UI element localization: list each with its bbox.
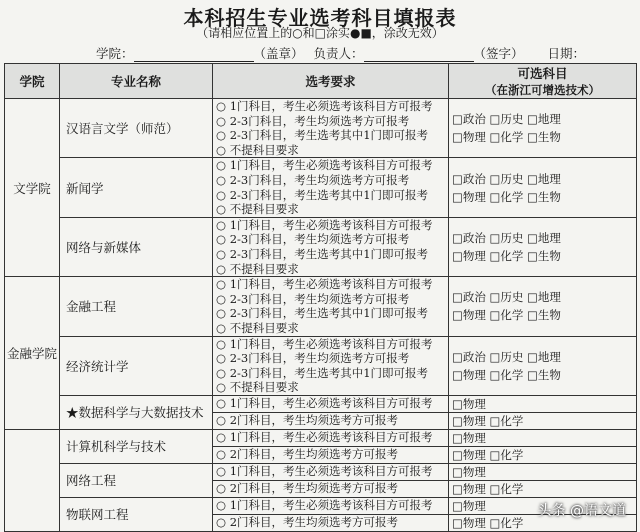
major-cell: 计算机科学与技术 [60, 429, 213, 463]
requirement-option[interactable]: ○ 1门科目，考生必须选考该科目方可报考 [213, 429, 449, 446]
table-row [5, 99, 637, 158]
college-cell: 金融学院 [5, 277, 60, 430]
seal-label: （盖章） [253, 46, 304, 61]
major-cell: 网络工程 [60, 463, 213, 497]
major-cell: 汉语言文学（师范） [60, 99, 213, 158]
major-cell: 金融工程 [60, 277, 213, 336]
subject-options[interactable]: □物理 □化学 [449, 446, 637, 463]
fill-in-line [96, 44, 585, 62]
college-cell [5, 429, 60, 531]
requirement-options[interactable]: ○ 1门科目，考生必须选考该科目方可报考 ○ 2-3门科目，考生均须选考方可报考 ○ 2-3门科目，考生选考其中1门即可报考 ○ 不提科目要求 [213, 277, 449, 336]
subject-options[interactable]: □政治 □历史 □地理 □物理 □化学 □生物 [449, 217, 637, 276]
table-row [5, 217, 637, 276]
requirement-option[interactable]: ○ 1门科目，考生必须选考该科目方可报考 [213, 497, 449, 514]
major-cell: ★数据科学与大数据技术 [60, 395, 213, 429]
table-row [5, 429, 637, 446]
table-row [5, 463, 637, 480]
requirement-options[interactable]: ○ 1门科目，考生必须选考该科目方可报考 ○ 2-3门科目，考生均须选考方可报考 ○ 2-3门科目，考生选考其中1门即可报考 ○ 不提科目要求 [213, 99, 449, 158]
table-row [5, 395, 637, 412]
header-requirement: 选考要求 [213, 64, 449, 99]
college-cell: 文学院 [5, 99, 60, 277]
leader-field[interactable] [364, 47, 474, 62]
subject-options[interactable]: □物理 [449, 429, 637, 446]
form-title: 本科招生专业选考科目填报表 [183, 6, 457, 30]
subject-options[interactable]: □政治 □历史 □地理 □物理 □化学 □生物 [449, 277, 637, 336]
table-row [5, 336, 637, 395]
sign-label: （签字） [473, 46, 524, 61]
date-label: 日期： [547, 46, 586, 61]
major-cell: 经济统计学 [60, 336, 213, 395]
requirement-options[interactable]: ○ 1门科目，考生必须选考该科目方可报考 ○ 2-3门科目，考生均须选考方可报考 ○ 2-3门科目，考生选考其中1门即可报考 ○ 不提科目要求 [213, 217, 449, 276]
leader-label: 负责人： [313, 46, 364, 61]
table-row [5, 158, 637, 217]
header-major: 专业名称 [60, 64, 213, 99]
college-field[interactable] [134, 47, 254, 62]
subject-options[interactable]: □物理 □化学 [449, 514, 637, 531]
subject-options[interactable]: □物理 [449, 497, 637, 514]
requirement-option[interactable]: ○ 2门科目，考生均须选考方可报考 [213, 446, 449, 463]
header-college: 学院 [5, 64, 60, 99]
subject-options[interactable]: □政治 □历史 □地理 □物理 □化学 □生物 [449, 99, 637, 158]
major-cell: 网络与新媒体 [60, 217, 213, 276]
major-cell: 物联网工程 [60, 497, 213, 531]
subject-options[interactable]: □物理 □化学 [449, 412, 637, 429]
requirement-option[interactable]: ○ 1门科目，考生必须选考该科目方可报考 [213, 463, 449, 480]
subject-options[interactable]: □政治 □历史 □地理 □物理 □化学 □生物 [449, 158, 637, 217]
college-label: 学院： [96, 46, 134, 61]
subject-options[interactable]: □物理 [449, 463, 637, 480]
subject-table [4, 63, 637, 532]
header-subjects: 可选科目 （在浙江可增选技术） [449, 64, 637, 99]
form-subtitle: （请相应位置上的○和□涂实●■，涂改无效） [196, 26, 444, 40]
requirement-option[interactable]: ○ 2门科目，考生均须选考方可报考 [213, 480, 449, 497]
requirement-options[interactable]: ○ 1门科目，考生必须选考该科目方可报考 ○ 2-3门科目，考生均须选考方可报考 ○ 2-3门科目，考生选考其中1门即可报考 ○ 不提科目要求 [213, 336, 449, 395]
watermark: 头条 @语文道 [537, 503, 626, 519]
subject-options[interactable]: □政治 □历史 □地理 □物理 □化学 □生物 [449, 336, 637, 395]
requirement-option[interactable]: ○ 1门科目，考生必须选考该科目方可报考 [213, 395, 449, 412]
requirement-option[interactable]: ○ 2门科目，考生均须选考方可报考 [213, 514, 449, 531]
table-row [5, 277, 637, 336]
table-header-row [5, 64, 637, 99]
requirement-option[interactable]: ○ 2门科目，考生均须选考方可报考 [213, 412, 449, 429]
subject-options[interactable]: □物理 [449, 395, 637, 412]
subject-options[interactable]: □物理 □化学 [449, 480, 637, 497]
major-cell: 新闻学 [60, 158, 213, 217]
requirement-options[interactable]: ○ 1门科目，考生必须选考该科目方可报考 ○ 2-3门科目，考生均须选考方可报考 ○ 2-3门科目，考生选考其中1门即可报考 ○ 不提科目要求 [213, 158, 449, 217]
